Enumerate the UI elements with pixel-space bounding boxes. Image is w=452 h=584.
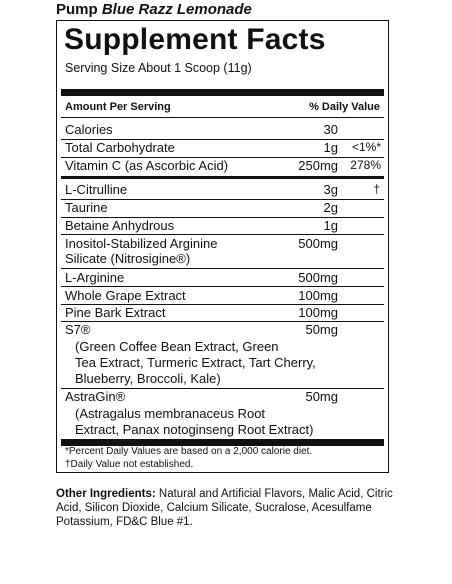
supplement-facts-panel xyxy=(56,20,389,473)
divider-thick xyxy=(61,89,384,96)
product-name xyxy=(56,1,252,18)
row-total-carbohydrate: Total Carbohydrate xyxy=(65,140,175,155)
footnote-dagger: †Daily Value not established. xyxy=(65,459,194,470)
row-l-arginine: L-Arginine xyxy=(65,270,125,285)
other-ingredients-text: Natural and Artificial Flavors, Malic Acid, Citric Acid, Silicon Dioxide, Calcium Silicate, Sucralose, Acesulfame Potassium, FD&C Blue #1. xyxy=(56,488,393,528)
row-calories: Calories xyxy=(65,122,113,137)
amount-pine-bark-extract: 100mg xyxy=(298,305,338,320)
dv-total-carbohydrate: <1%* xyxy=(351,140,381,154)
amount-l-citrulline: 3g xyxy=(323,182,338,197)
row-l-citrulline: L-Citrulline xyxy=(65,182,128,197)
s7-ingredients-line3: Blueberry, Broccoli, Kale) xyxy=(75,371,221,386)
amount-calories: 30 xyxy=(323,122,338,137)
amount-whole-grape-extract: 100mg xyxy=(298,288,338,303)
amount-betaine-anhydrous: 1g xyxy=(323,218,338,233)
s7-ingredients-line1: (Green Coffee Bean Extract, Green xyxy=(75,339,279,354)
divider xyxy=(61,286,384,287)
row-inositol-stabilized-arginine-line2: Silicate (Nitrosigine®) xyxy=(65,251,191,266)
row-whole-grape-extract: Whole Grape Extract xyxy=(65,288,186,303)
divider xyxy=(61,117,384,118)
amount-inositol-stabilized-arginine: 500mg xyxy=(298,236,338,251)
astragin-ingredients-line2: Extract, Panax notoginseng Root Extract) xyxy=(75,422,314,437)
product-flavor: Blue Razz Lemonade xyxy=(101,1,252,18)
amount-s7: 50mg xyxy=(305,322,338,337)
amount-vitamin-c: 250mg xyxy=(298,158,338,173)
dv-vitamin-c: 278% xyxy=(350,158,381,172)
row-s7: S7® xyxy=(65,322,91,337)
panel-title: Supplement Facts xyxy=(64,23,326,56)
other-ingredients-label: Other Ingredients: xyxy=(56,488,156,500)
amount-total-carbohydrate: 1g xyxy=(323,140,338,155)
serving-size: Serving Size About 1 Scoop (11g) xyxy=(65,61,252,75)
astragin-ingredients-line1: (Astragalus membranaceus Root xyxy=(75,406,266,421)
divider xyxy=(61,268,384,269)
s7-ingredients-line2: Tea Extract, Turmeric Extract, Tart Cherry, xyxy=(75,355,316,370)
row-pine-bark-extract: Pine Bark Extract xyxy=(65,305,166,320)
amount-astragin: 50mg xyxy=(305,389,338,404)
divider xyxy=(61,234,384,235)
other-ingredients xyxy=(56,487,396,529)
header-amount-per-serving: Amount Per Serving xyxy=(65,101,171,113)
dv-l-citrulline: † xyxy=(373,182,380,196)
row-astragin: AstraGin® xyxy=(65,389,126,404)
row-inositol-stabilized-arginine: Inositol-Stabilized Arginine xyxy=(65,236,218,251)
header-daily-value: % Daily Value xyxy=(309,101,380,113)
row-vitamin-c: Vitamin C (as Ascorbic Acid) xyxy=(65,158,229,173)
row-betaine-anhydrous: Betaine Anhydrous xyxy=(65,218,175,233)
product-brand: Pump xyxy=(56,1,98,18)
divider-medium xyxy=(61,176,384,179)
amount-taurine: 2g xyxy=(323,200,338,215)
row-taurine: Taurine xyxy=(65,200,108,215)
footnote-daily-values: *Percent Daily Values are based on a 2,000 calorie diet. xyxy=(65,446,313,457)
amount-l-arginine: 500mg xyxy=(298,270,338,285)
